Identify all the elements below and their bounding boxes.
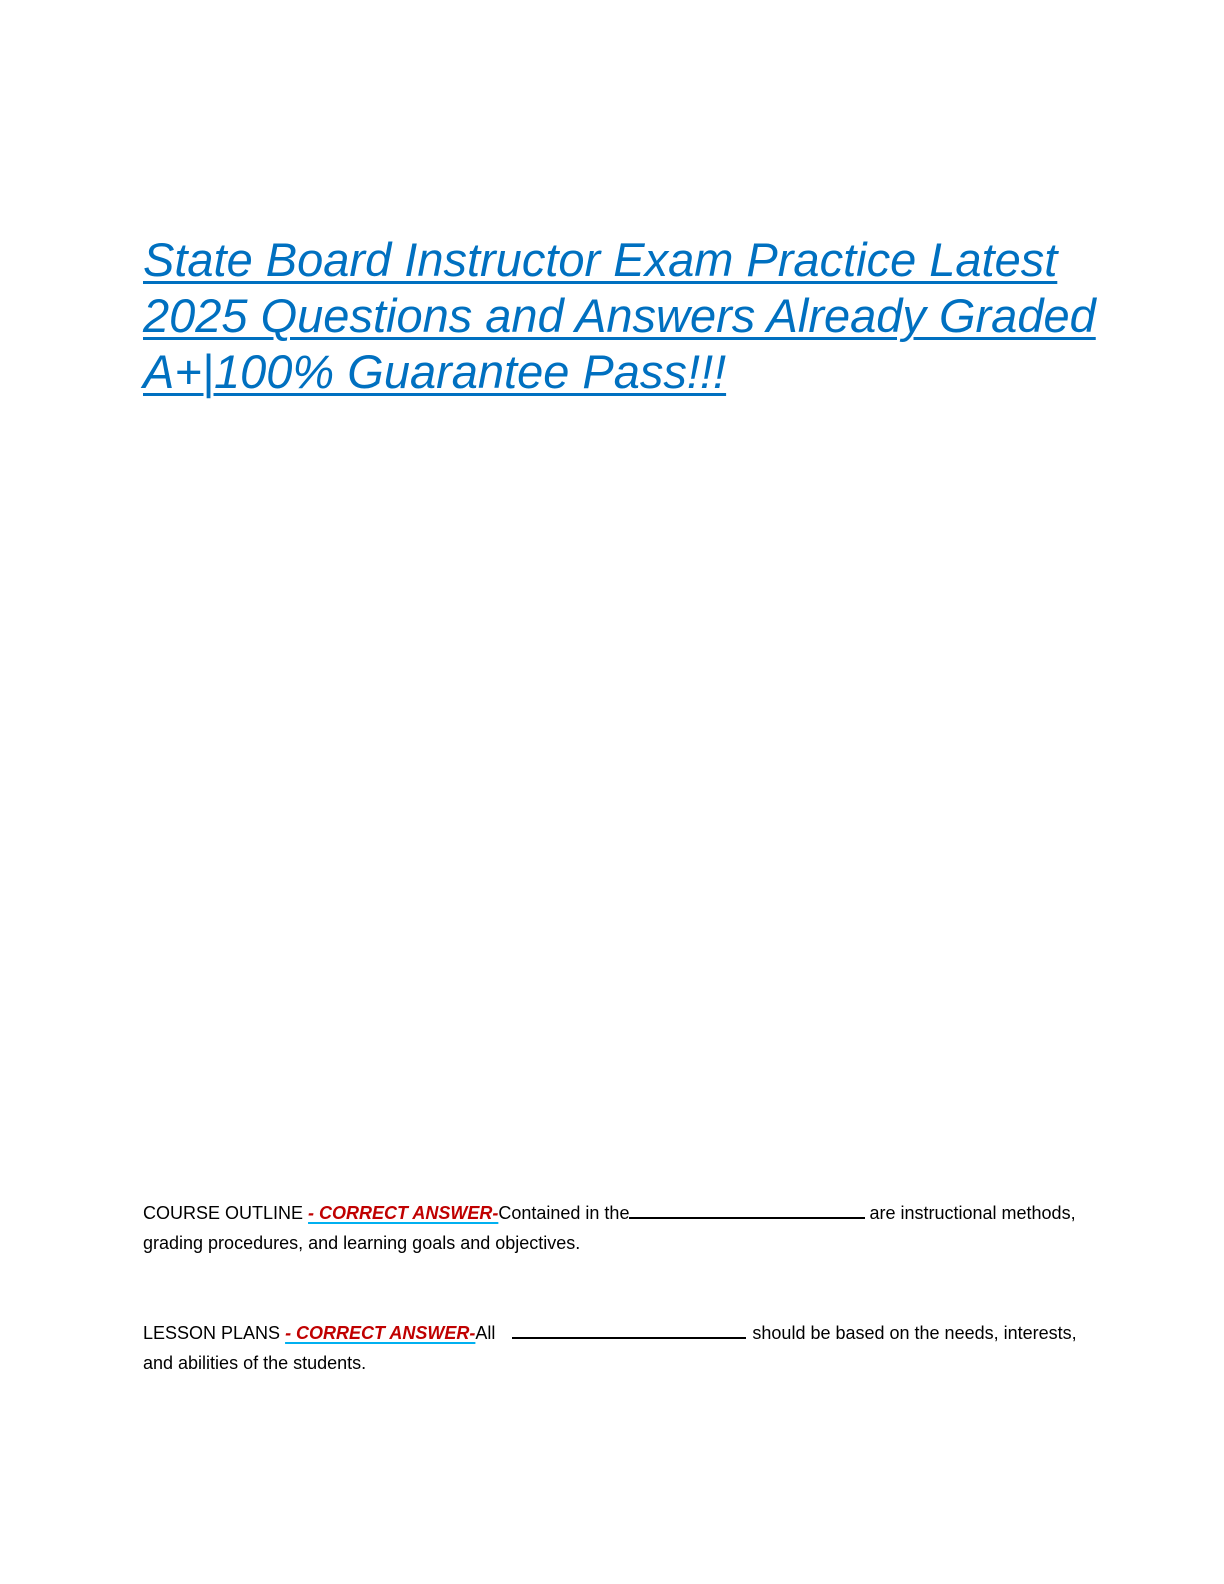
qa-answer-text-end: are instructional methods, grading procedures, and learning goals and objectives. <box>143 1203 1076 1253</box>
qa-answer-text-end: should be based on the needs, interests, and abilities of the students. <box>143 1323 1077 1373</box>
qa-item-course-outline <box>143 1198 1083 1258</box>
qa-answer-text-start: All <box>475 1323 501 1343</box>
qa-item-lesson-plans <box>143 1318 1083 1378</box>
qa-term: LESSON PLANS <box>143 1323 286 1343</box>
qa-term: COURSE OUTLINE <box>143 1203 309 1223</box>
qa-answer-text-start: Contained in the <box>498 1203 630 1223</box>
correct-answer-marker: - CORRECT ANSWER- <box>285 1323 476 1343</box>
document-title: State Board Instructor Exam Practice Latest 2025 Questions and Answers Already Graded A+|100% Guarantee Pass!!! <box>143 233 1096 398</box>
fill-in-blank-line <box>629 1201 865 1219</box>
fill-in-blank-line <box>512 1321 746 1339</box>
correct-answer-marker: - CORRECT ANSWER- <box>308 1203 499 1223</box>
